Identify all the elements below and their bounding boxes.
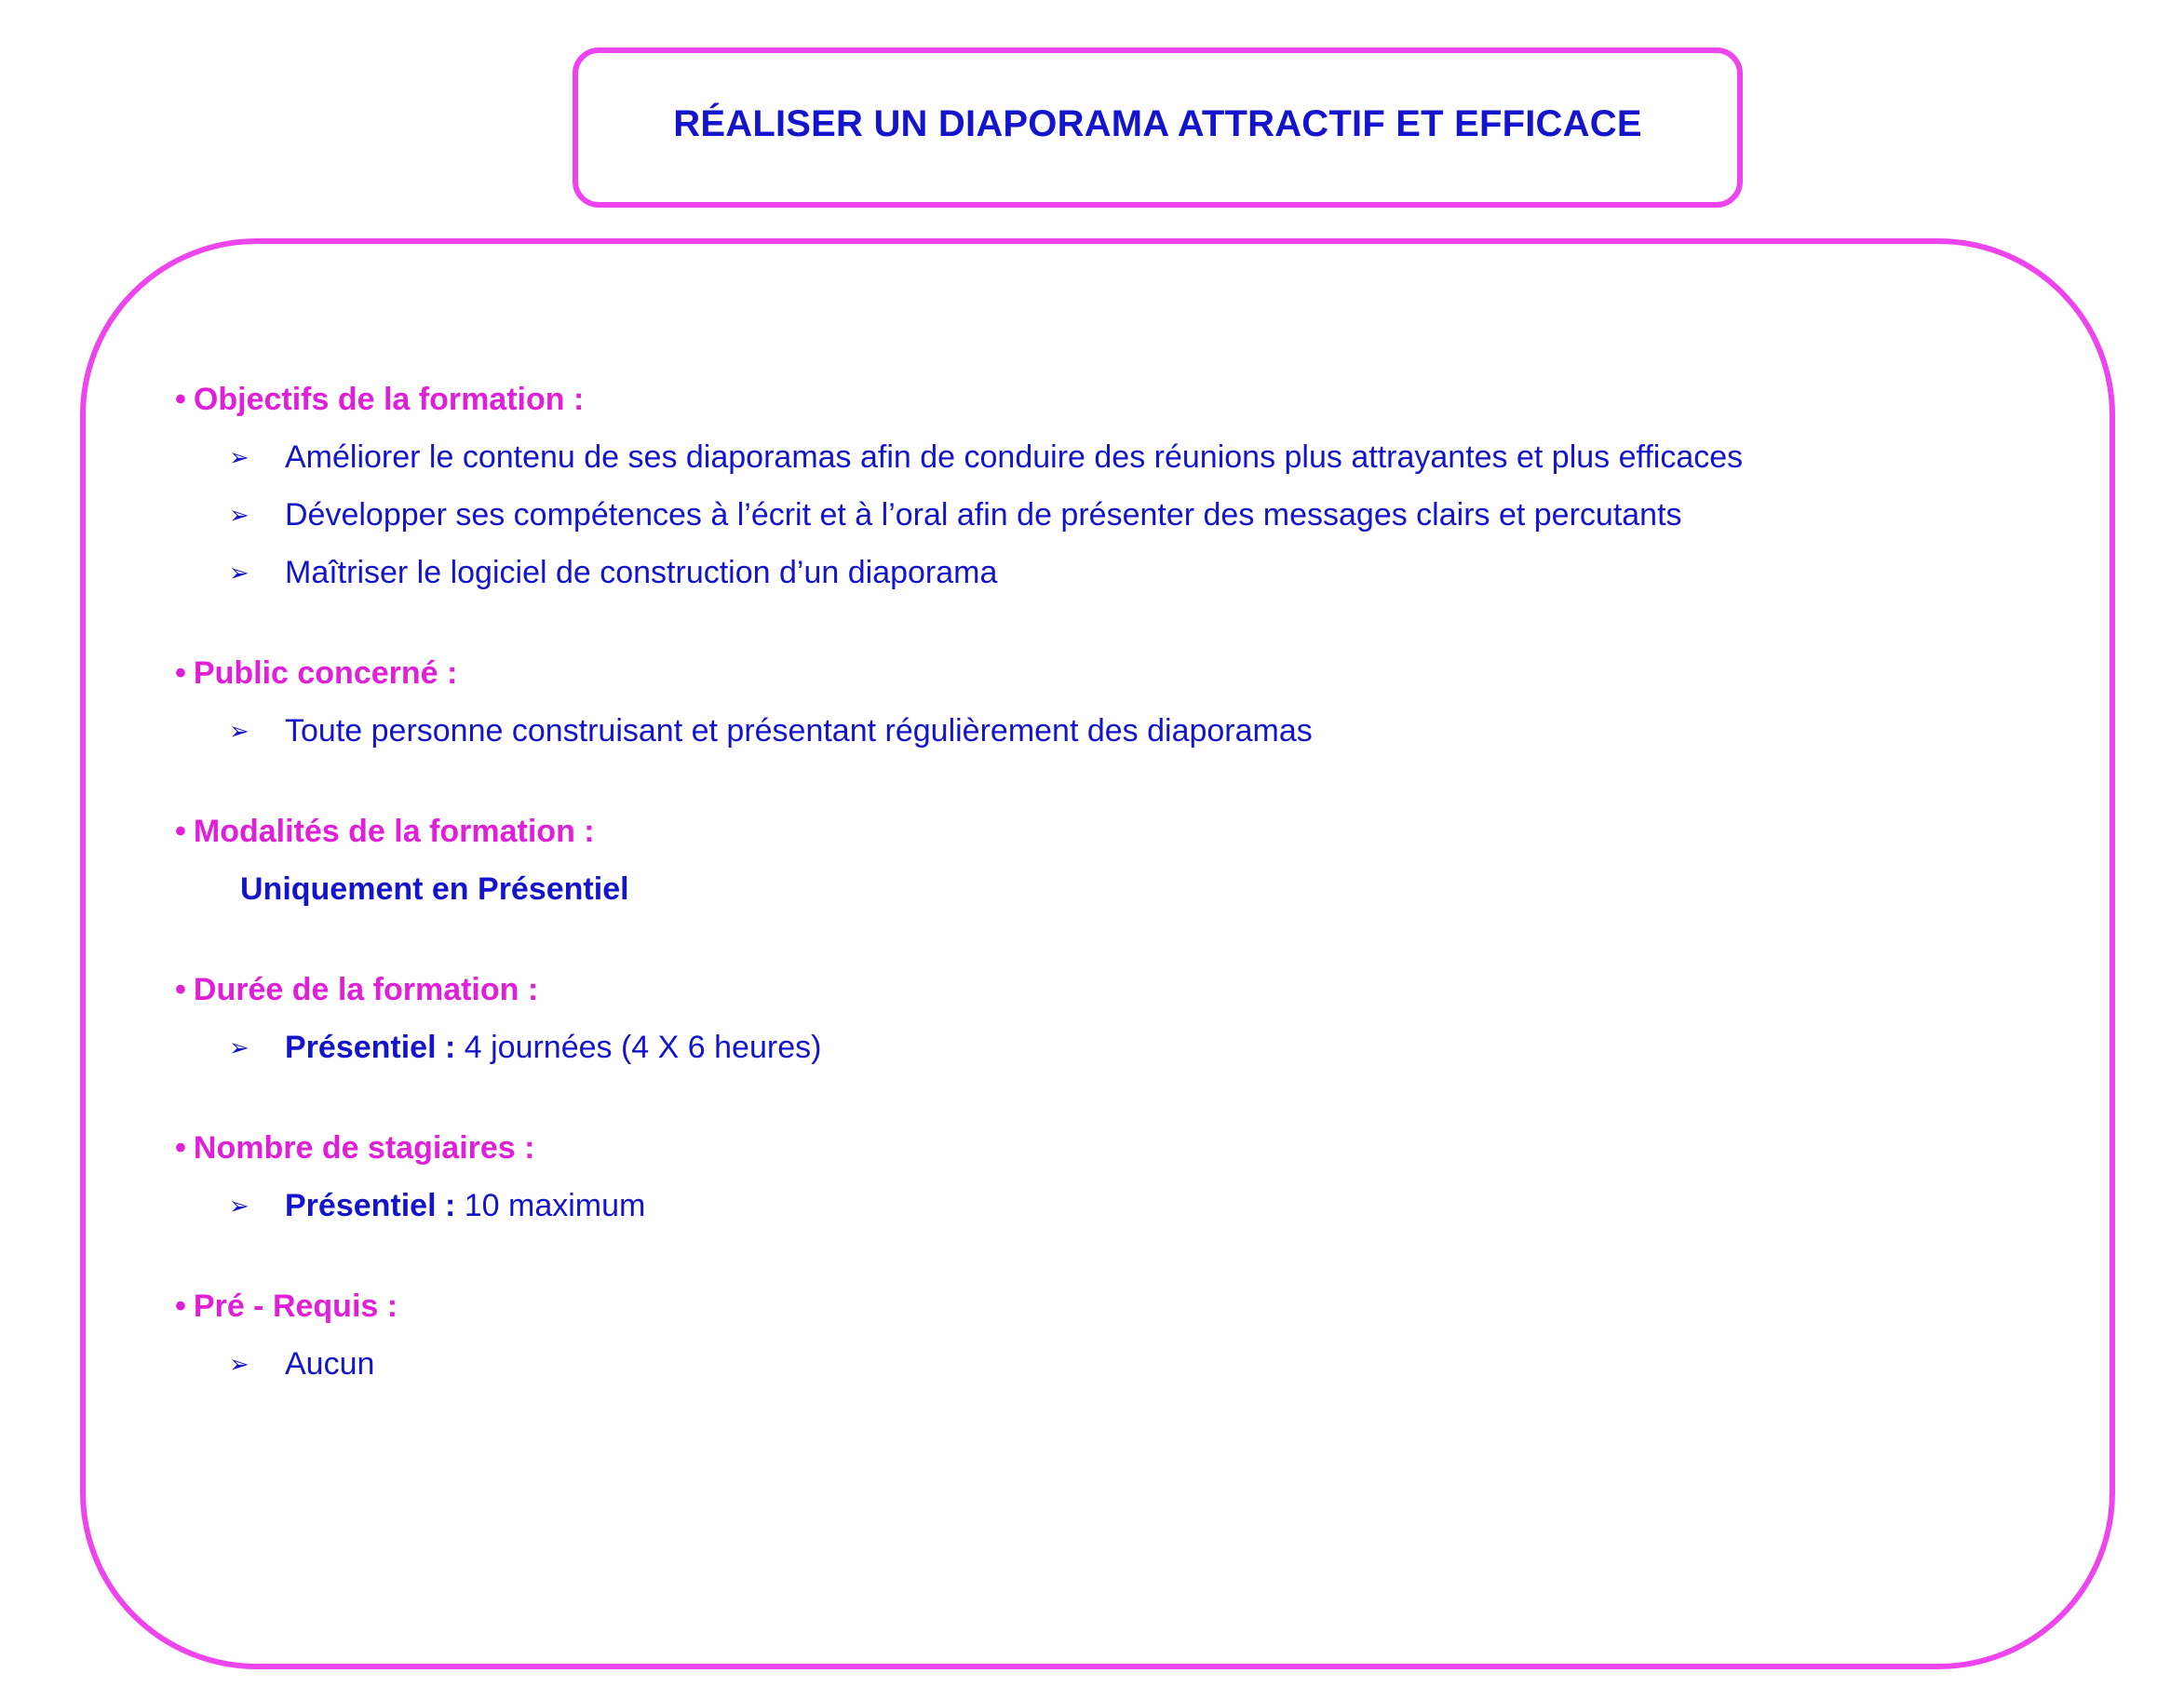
section-heading bbox=[175, 378, 1944, 421]
heading-text: Modalités de la formation : bbox=[193, 814, 595, 849]
item-list bbox=[175, 1026, 1944, 1069]
section-modalites bbox=[175, 810, 1944, 911]
title-box bbox=[573, 47, 1743, 208]
section-prerequis bbox=[175, 1285, 1944, 1385]
list-item bbox=[175, 709, 1944, 752]
item-list bbox=[175, 1184, 1944, 1227]
item-label: Présentiel : bbox=[285, 1188, 456, 1223]
arrow-bullet-icon: ➢ bbox=[229, 1192, 249, 1220]
section-public bbox=[175, 652, 1944, 752]
document-title: RÉALISER UN DIAPORAMA ATTRACTIF ET EFFICACE bbox=[673, 103, 1642, 144]
item-value: 10 maximum bbox=[455, 1188, 646, 1223]
item-list bbox=[175, 1342, 1944, 1385]
section-heading bbox=[175, 810, 1944, 853]
heading-text: Objectifs de la formation : bbox=[193, 382, 585, 417]
bullet-icon: • bbox=[175, 1288, 186, 1324]
arrow-bullet-icon: ➢ bbox=[229, 1350, 249, 1378]
bullet-icon: • bbox=[175, 1130, 186, 1166]
heading-text: Nombre de stagiaires : bbox=[193, 1130, 535, 1166]
list-item bbox=[175, 1026, 1944, 1069]
bullet-icon: • bbox=[175, 382, 186, 417]
heading-text: Pré - Requis : bbox=[193, 1288, 398, 1324]
heading-text: Public concerné : bbox=[193, 655, 458, 691]
section-heading bbox=[175, 1285, 1944, 1328]
bullet-icon: • bbox=[175, 655, 186, 691]
item-text: Maîtriser le logiciel de construction d’un diaporama bbox=[285, 555, 998, 590]
list-item bbox=[175, 551, 1944, 594]
item-text: Aucun bbox=[285, 1346, 375, 1382]
item-text: Toute personne construisant et présentant régulièrement des diaporamas bbox=[285, 713, 1313, 749]
section-heading bbox=[175, 652, 1944, 695]
arrow-bullet-icon: ➢ bbox=[229, 717, 249, 745]
arrow-bullet-icon: ➢ bbox=[229, 559, 249, 587]
modalite-text: Uniquement en Présentiel bbox=[240, 871, 629, 907]
heading-text: Durée de la formation : bbox=[193, 972, 539, 1007]
section-heading bbox=[175, 1127, 1944, 1169]
section-objectifs bbox=[175, 378, 1944, 594]
content-area bbox=[175, 378, 1944, 1443]
item-text: Développer ses compétences à l’écrit et à l’oral afin de présenter des messages clairs et percutants bbox=[285, 497, 1682, 533]
section-nombre bbox=[175, 1127, 1944, 1227]
bullet-icon: • bbox=[175, 814, 186, 849]
item-text: Améliorer le contenu de ses diaporamas afin de conduire des réunions plus attrayantes et plus efficaces bbox=[285, 439, 1744, 475]
item-value: 4 journées (4 X 6 heures) bbox=[455, 1030, 822, 1065]
item-list bbox=[175, 709, 1944, 752]
list-item bbox=[175, 436, 1944, 479]
list-item bbox=[175, 493, 1944, 536]
section-duree bbox=[175, 968, 1944, 1069]
list-item bbox=[175, 1342, 1944, 1385]
list-item bbox=[175, 1184, 1944, 1227]
arrow-bullet-icon: ➢ bbox=[229, 1033, 249, 1061]
item-label: Présentiel : bbox=[285, 1030, 456, 1065]
arrow-bullet-icon: ➢ bbox=[229, 443, 249, 471]
arrow-bullet-icon: ➢ bbox=[229, 501, 249, 529]
bullet-icon: • bbox=[175, 972, 186, 1007]
item-list bbox=[175, 436, 1944, 594]
section-heading bbox=[175, 968, 1944, 1011]
